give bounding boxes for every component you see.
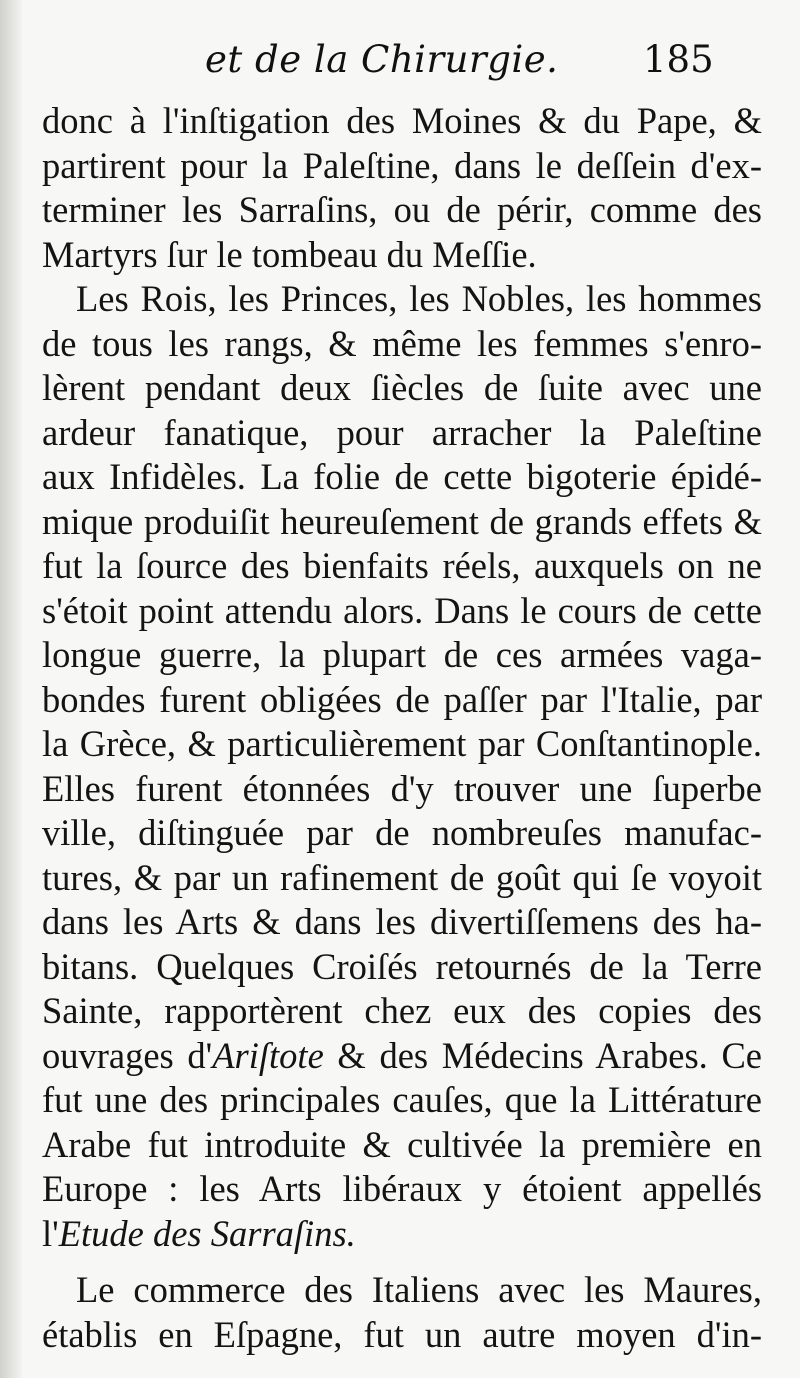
- text-line: [42, 1034, 762, 1079]
- text-line: Elles furent étonnées d'y trouver une ſuperbe: [42, 767, 762, 809]
- text-line: fut la ſource des bienfaits réels, auxquels on ne: [42, 545, 762, 586]
- text-line: ville, diſtinguée par de nombreuſes manufac-: [42, 812, 762, 853]
- text-line: Martyrs ſur le tombeau du Meſſie.: [42, 233, 537, 275]
- page-number: 185: [643, 38, 714, 81]
- text-line: [42, 1212, 762, 1257]
- text-line: terminer les Sarraſins, ou de périr, comme des: [42, 189, 762, 230]
- text-line: Europe : les Arts libéraux y étoient appellés: [42, 1168, 762, 1209]
- text-run: l': [42, 1212, 59, 1254]
- text-line: Arabe fut introduite & cultivée la première en: [42, 1123, 762, 1165]
- text-line: partirent pour la Paleſtine, dans le deſſein d'ex-: [42, 144, 762, 186]
- text-line: Le commerce des Italiens avec les Maures,: [76, 1269, 762, 1310]
- italic-name: Ariſtote: [212, 1034, 324, 1076]
- text-line: ardeur fanatique, pour arracher la Paleſtine: [42, 411, 762, 453]
- text-line: lèrent pendant deux ſiècles de ſuite avec une: [42, 367, 762, 408]
- page-header: [0, 38, 800, 98]
- text-line: de tous les rangs, & même les femmes s'enro-: [42, 322, 762, 364]
- text-run: ouvrages d': [42, 1034, 213, 1076]
- text-line: la Grèce, & particulièrement par Conſtantinople.: [42, 723, 762, 764]
- running-head: et de la Chirurgie.: [205, 38, 559, 81]
- text-line: donc à l'inſtigation des Moines & du Pape, &: [42, 100, 762, 141]
- text-line: aux Infidèles. La folie de cette bigoterie épidé-: [42, 456, 762, 497]
- text-line: s'étoit point attendu alors. Dans le cours de cette: [42, 589, 762, 631]
- text-line: bondes furent obligées de paſſer par l'Italie, par: [42, 678, 762, 720]
- page-edge-shadow: [0, 0, 22, 1378]
- text-line: établis en Eſpagne, fut un autre moyen d'in-: [42, 1313, 762, 1355]
- paragraph-gap: [42, 1256, 762, 1268]
- paragraph: [42, 99, 762, 277]
- text-line: Les Rois, les Princes, les Nobles, les hommes: [76, 278, 762, 319]
- text-line: bitans. Quelques Croiſés retournés de la Terre: [42, 945, 762, 987]
- paragraph: [42, 277, 762, 1256]
- italic-phrase: Etude des Sarraſins.: [58, 1212, 356, 1254]
- text-line: dans les Arts & dans les divertiſſemens des ha-: [42, 901, 762, 942]
- text-line: longue guerre, la plupart de ces armées vaga-: [42, 634, 762, 675]
- body-text: [42, 99, 762, 1357]
- paragraph: [42, 1268, 762, 1357]
- text-line: tures, & par un rafinement de goût qui ſe voyoit: [42, 856, 762, 898]
- text-run: & des Médecins Arabes. Ce: [323, 1034, 762, 1076]
- text-line: fut une des principales cauſes, que la Littérature: [42, 1079, 762, 1120]
- text-line: mique produiſit heureuſement de grands effets &: [42, 500, 762, 542]
- text-line: Sainte, rapportèrent chez eux des copies des: [42, 990, 762, 1031]
